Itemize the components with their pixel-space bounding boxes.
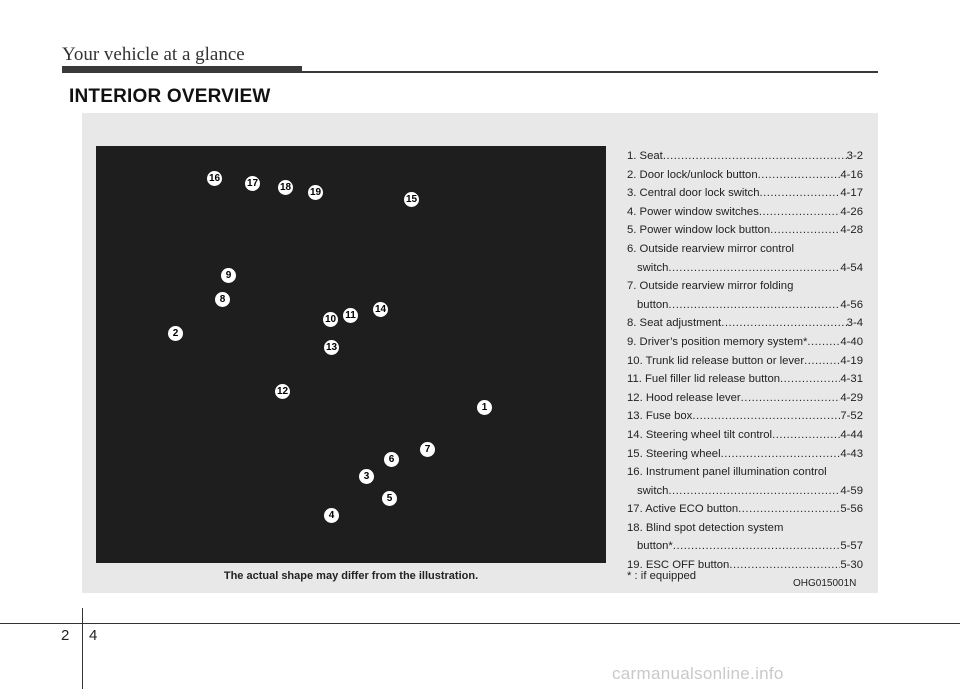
image-code: OHG015001N bbox=[793, 578, 857, 589]
item-page: 4-16 bbox=[840, 168, 863, 181]
footnote: * : if equipped bbox=[627, 570, 697, 582]
marker-17: 17 bbox=[246, 178, 259, 189]
item-page: 5-57 bbox=[840, 540, 863, 553]
marker-1: 1 bbox=[477, 400, 492, 415]
item-page: 4-28 bbox=[840, 224, 863, 237]
item-page: 3-4 bbox=[846, 317, 863, 330]
item-text: 14. Steering wheel tilt control bbox=[627, 428, 773, 441]
item-text: 1. Seat bbox=[627, 150, 663, 162]
marker-8: 8 bbox=[215, 292, 230, 307]
marker-18: 18 bbox=[279, 182, 292, 193]
list-item bbox=[627, 370, 863, 389]
list-item bbox=[627, 277, 863, 314]
item-page: 4-19 bbox=[840, 354, 863, 367]
list-item bbox=[627, 445, 863, 464]
item-text: 18. Blind spot detection system bbox=[627, 521, 784, 534]
header-title: Your vehicle at a glance bbox=[62, 44, 245, 65]
item-text: 2. Door lock/unlock button bbox=[627, 168, 758, 181]
marker-14: 14 bbox=[374, 304, 387, 315]
list-item bbox=[627, 389, 863, 408]
list-item bbox=[627, 407, 863, 426]
item-text-continued: switch bbox=[637, 261, 669, 274]
item-page: 4-31 bbox=[840, 373, 863, 386]
item-text-continued: switch bbox=[637, 484, 669, 497]
item-page: 5-30 bbox=[840, 559, 863, 572]
illustration-caption: The actual shape may differ from the illustration. bbox=[223, 570, 479, 582]
marker-15: 15 bbox=[405, 194, 418, 205]
item-page: 5-56 bbox=[840, 503, 863, 516]
marker-3: 3 bbox=[359, 469, 374, 484]
item-page: 3-2 bbox=[846, 150, 863, 162]
list-item bbox=[627, 352, 863, 371]
item-text: 3. Central door lock switch bbox=[627, 187, 760, 200]
marker-12: 12 bbox=[276, 386, 289, 397]
item-text: 9. Driver’s position memory system* bbox=[627, 335, 808, 348]
item-text: 16. Instrument panel illumination control bbox=[627, 466, 827, 479]
item-text-continued: button* bbox=[637, 540, 673, 553]
item-text: 7. Outside rearview mirror folding bbox=[627, 280, 794, 293]
item-text: 17. Active ECO button bbox=[627, 503, 739, 516]
marker-4: 4 bbox=[324, 508, 339, 523]
item-text: 5. Power window lock button bbox=[627, 224, 771, 237]
marker-6: 6 bbox=[384, 452, 399, 467]
item-text: 11. Fuel filler lid release button bbox=[627, 373, 781, 386]
item-page: 4-56 bbox=[840, 298, 863, 311]
list-item bbox=[627, 333, 863, 352]
list-item bbox=[627, 147, 863, 166]
chapter-number: 2 bbox=[61, 627, 70, 644]
list-item bbox=[627, 221, 863, 240]
marker-19: 19 bbox=[309, 187, 322, 198]
marker-2: 2 bbox=[168, 326, 183, 341]
list-item bbox=[627, 463, 863, 500]
item-page: 7-52 bbox=[840, 410, 863, 423]
item-text: 19. ESC OFF button bbox=[627, 559, 730, 572]
list-item bbox=[627, 519, 863, 556]
item-page: 4-54 bbox=[840, 261, 863, 274]
watermark: carmanualsonline.info bbox=[612, 664, 784, 683]
item-page: 4-59 bbox=[840, 484, 863, 497]
list-item bbox=[627, 184, 863, 203]
marker-11: 11 bbox=[343, 308, 358, 323]
list-item bbox=[627, 203, 863, 222]
marker-10: 10 bbox=[324, 314, 337, 325]
marker-13: 13 bbox=[325, 342, 338, 353]
section-title: INTERIOR OVERVIEW bbox=[69, 86, 271, 107]
item-text: 6. Outside rearview mirror control bbox=[627, 242, 794, 255]
item-page: 4-40 bbox=[840, 335, 863, 348]
item-list bbox=[627, 147, 863, 575]
item-text: 8. Seat adjustment bbox=[627, 317, 722, 330]
marker-7: 7 bbox=[420, 442, 435, 457]
item-text: 13. Fuse box bbox=[627, 410, 693, 423]
item-page: 4-29 bbox=[840, 391, 863, 404]
list-item bbox=[627, 314, 863, 333]
item-page: 4-44 bbox=[840, 428, 863, 441]
item-text-continued: button bbox=[637, 298, 669, 311]
marker-9: 9 bbox=[221, 268, 236, 283]
item-text: 4. Power window switches bbox=[627, 205, 759, 218]
marker-16: 16 bbox=[208, 173, 221, 184]
item-page: 4-43 bbox=[840, 447, 863, 460]
item-text: 15. Steering wheel bbox=[627, 447, 721, 460]
item-text: 12. Hood release lever bbox=[627, 391, 741, 404]
marker-5: 5 bbox=[382, 491, 397, 506]
footer-divider-horizontal bbox=[0, 623, 960, 624]
footer-divider-vertical bbox=[82, 608, 83, 689]
list-item bbox=[627, 500, 863, 519]
list-item bbox=[627, 240, 863, 277]
item-page: 4-17 bbox=[840, 187, 863, 200]
item-page: 4-26 bbox=[840, 205, 863, 218]
interior-illustration bbox=[96, 146, 606, 563]
item-text: 10. Trunk lid release button or lever bbox=[627, 354, 805, 367]
header-rule bbox=[62, 71, 878, 73]
page-number: 4 bbox=[89, 627, 98, 644]
list-item bbox=[627, 426, 863, 445]
list-item bbox=[627, 166, 863, 185]
